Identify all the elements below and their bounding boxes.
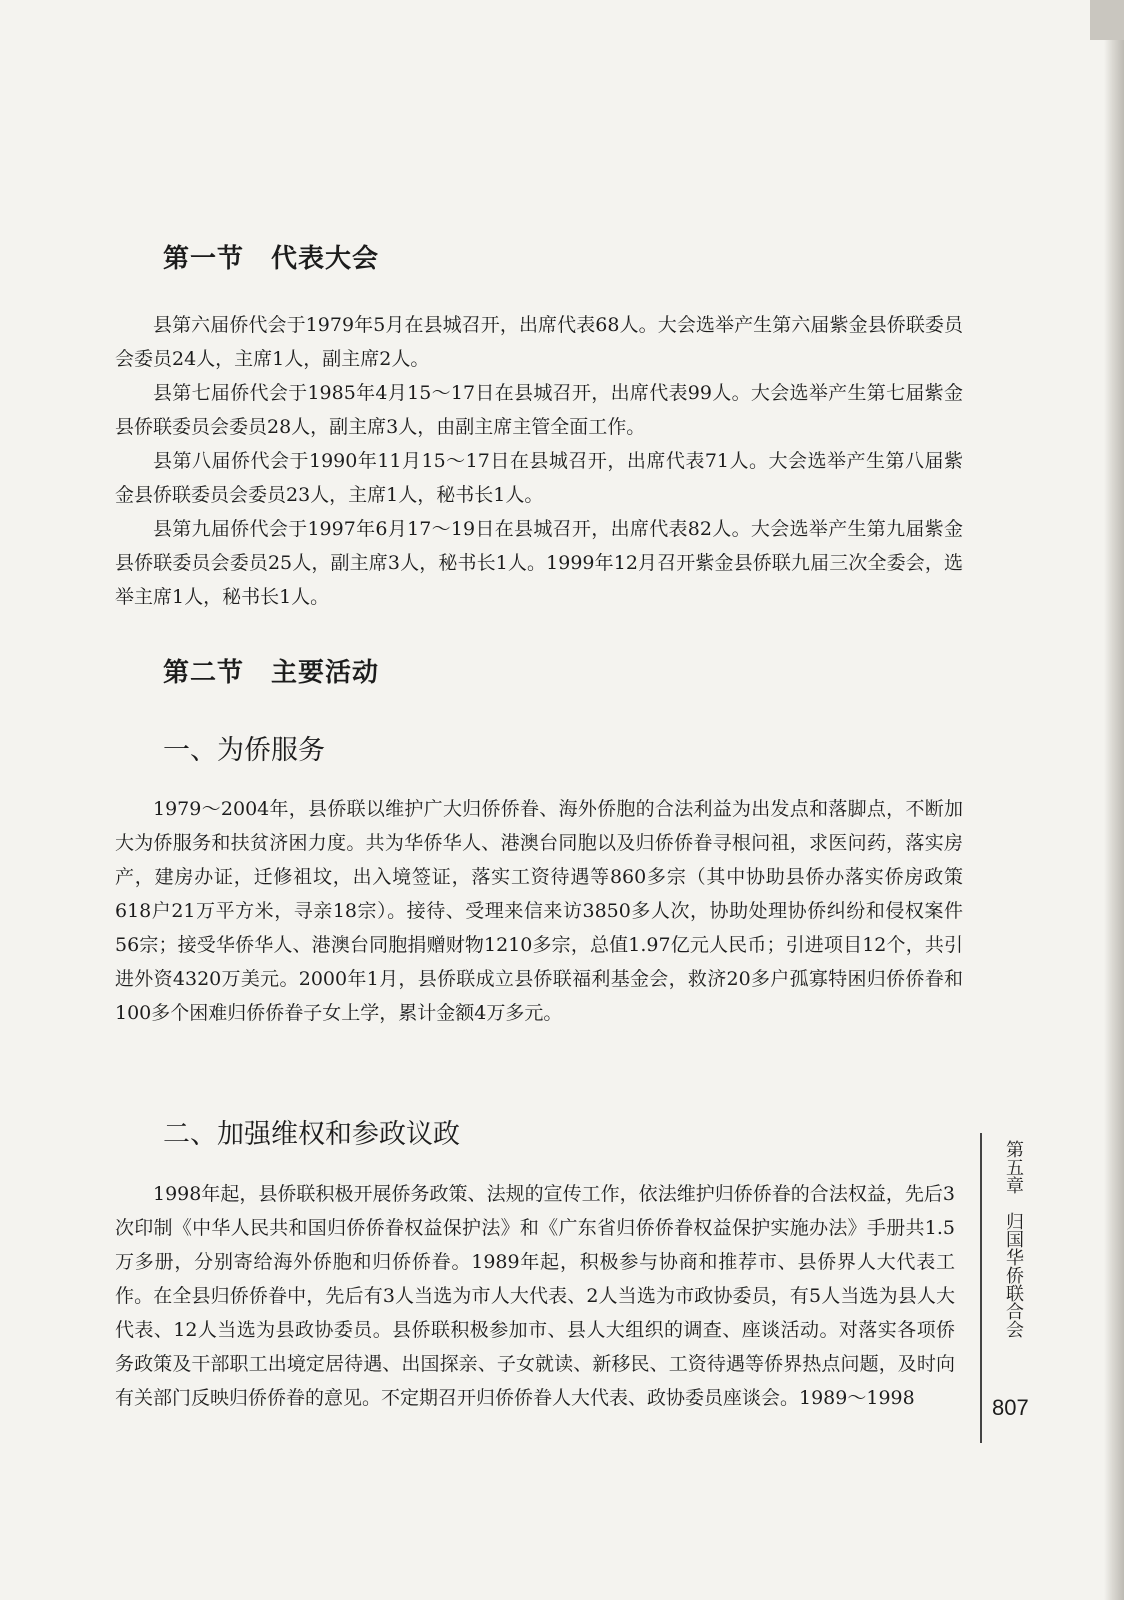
scan-corner-shadow — [1090, 0, 1124, 40]
subsection-heading: 二、加强维权和参政议政 — [163, 1119, 460, 1150]
subsection-body — [115, 792, 963, 1030]
chapter-margin-note — [998, 1140, 1026, 1338]
paragraph: 县第九届侨代会于1997年6月17～19日在县城召开，出席代表82人。大会选举产生第九届紫金县侨联委员会委员25人，副主席3人，秘书长1人。1999年12月召开紫金县侨联九届三次全委会，选举主席1人，秘书长1人。 — [115, 518, 963, 608]
chapter-number: 第五章 — [1003, 1140, 1024, 1194]
paragraph: 县第八届侨代会于1990年11月15～17日在县城召开，出席代表71人。大会选举产生第八届紫金县侨联委员会委员23人，主席1人，秘书长1人。 — [115, 450, 963, 506]
scan-edge-shadow — [1104, 0, 1124, 1600]
section-body — [115, 308, 963, 614]
section-heading: 第二节 主要活动 — [163, 658, 380, 688]
paragraph: 1979～2004年，县侨联以维护广大归侨侨眷、海外侨胞的合法利益为出发点和落脚点，不断加大为侨服务和扶贫济困力度。共为华侨华人、港澳台同胞以及归侨侨眷寻根问祖，求医问药，落实房产，建房办证，迁修祖坟，出入境签证，落实工资待遇等860多宗（其中协助县侨办落实侨房政策618户21万平方米，寻亲18宗）。接待、受理来信来访3850多人次，协助处理协侨纠纷和侵权案件56宗；接受华侨华人、港澳台同胞捐赠财物1210多宗，总值1.97亿元人民币；引进项目12个，共引进外资4320万美元。2000年1月，县侨联成立县侨联福利基金会，救济20多户孤寡特困归侨侨眷和100多个困难归侨侨眷子女上学，累计金额4万多元。 — [115, 798, 963, 1024]
page-number: 807 — [992, 1395, 1029, 1420]
paragraph: 县第六届侨代会于1979年5月在县城召开，出席代表68人。大会选举产生第六届紫金县侨联委员会委员24人，主席1人，副主席2人。 — [115, 314, 963, 370]
chapter-title: 归国华侨联合会 — [1003, 1212, 1024, 1338]
subsection-body — [115, 1177, 955, 1415]
margin-divider — [980, 1133, 982, 1443]
paragraph: 1998年起，县侨联积极开展侨务政策、法规的宣传工作，依法维护归侨侨眷的合法权益，先后3次印制《中华人民共和国归侨侨眷权益保护法》和《广东省归侨侨眷权益保护实施办法》手册共1.5万多册，分别寄给海外侨胞和归侨侨眷。1989年起，积极参与协商和推荐市、县侨界人大代表工作。在全县归侨侨眷中，先后有3人当选为市人大代表、2人当选为市政协委员，有5人当选为县人大代表、12人当选为县政协委员。县侨联积极参加市、县人大组织的调查、座谈活动。对落实各项侨务政策及干部职工出境定居待遇、出国探亲、子女就读、新移民、工资待遇等侨界热点问题，及时向有关部门反映归侨侨眷的意见。不定期召开归侨侨眷人大代表、政协委员座谈会。1989～1998 — [115, 1183, 955, 1409]
section-heading: 第一节 代表大会 — [163, 244, 380, 274]
subsection-heading: 一、为侨服务 — [163, 735, 325, 766]
paragraph: 县第七届侨代会于1985年4月15～17日在县城召开，出席代表99人。大会选举产生第七届紫金县侨联委员会委员28人，副主席3人，由副主席主管全面工作。 — [115, 382, 963, 438]
